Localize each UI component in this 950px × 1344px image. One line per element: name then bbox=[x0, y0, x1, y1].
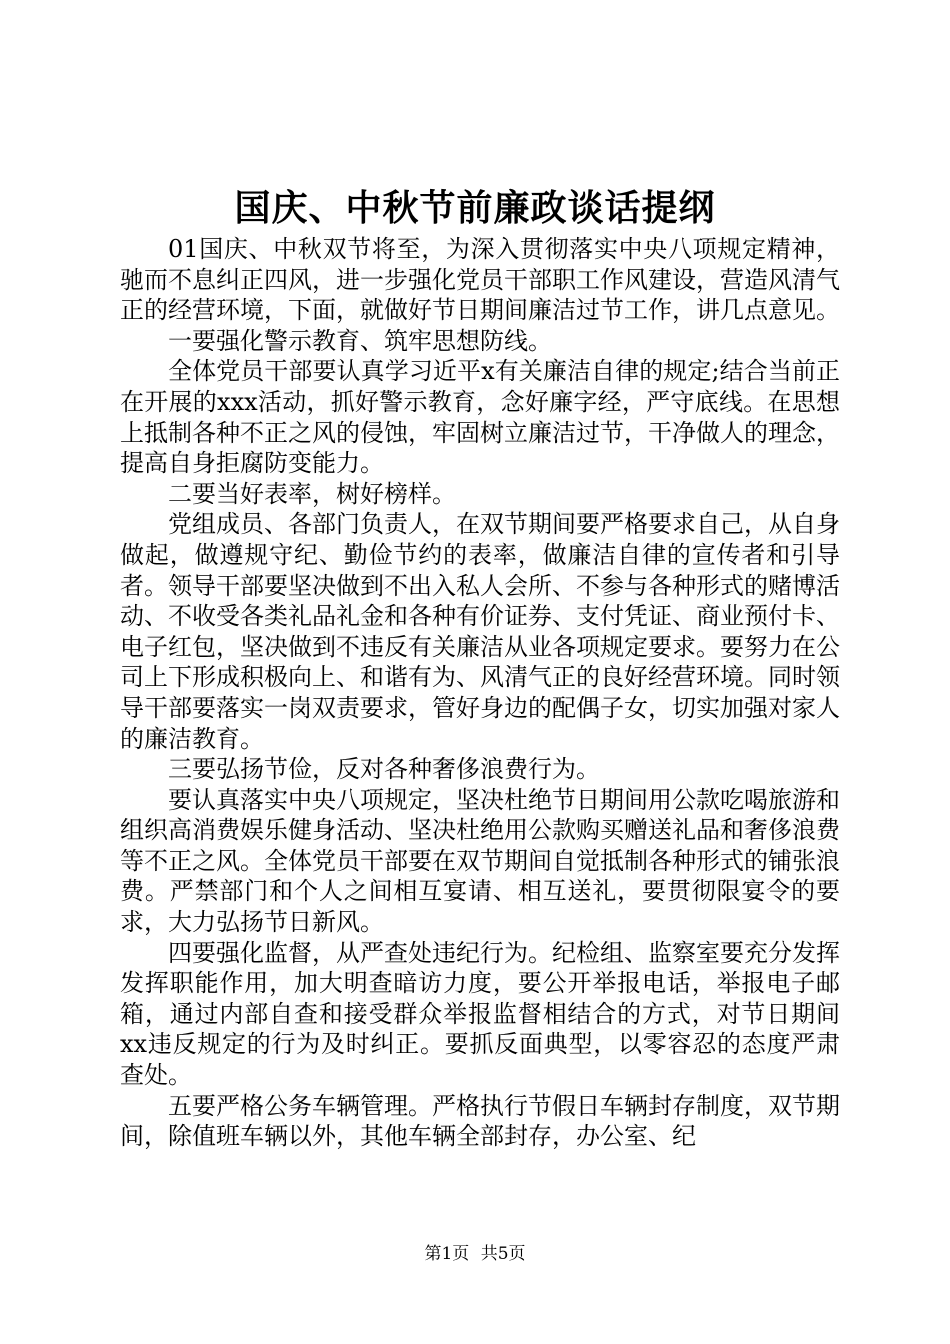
paragraph-point-4: 四要强化监督，从严查处违纪行为。纪检组、监察室要充分发挥发挥职能作用，加大明查暗访力度，要公开举报电话，举报电子邮箱，通过内部自查和接受群众举报监督相结合的方式，对节日期间xx违反规定的行为及时纠正。要抓反面典型，以零容忍的态度严肃查处。 bbox=[120, 938, 840, 1090]
paragraph-intro: 01国庆、中秋双节将至，为深入贯彻落实中央八项规定精神，驰而不息纠正四风，进一步强化党员干部职工作风建设，营造风清气正的经营环境，下面，就做好节日期间廉洁过节工作，讲几点意见。 bbox=[120, 235, 840, 325]
page-footer bbox=[0, 1243, 950, 1265]
page-total: 共5页 bbox=[480, 1244, 526, 1264]
paragraph-point-2: 党组成员、各部门负责人，在双节期间要严格要求自己，从自身做起，做遵规守纪、勤俭节约的表率，做廉洁自律的宣传者和引导者。领导干部要坚决做到不出入私人会所、不参与各种形式的赌博活动、不收受各类礼品礼金和各种有价证券、支付凭证、商业预付卡、电子红包，坚决做到不违反有关廉洁从业各项规定要求。要努力在公司上下形成积极向上、和谐有为、风清气正的良好经营环境。同时领导干部要落实一岗双责要求，管好身边的配偶子女，切实加强对家人的廉洁教育。 bbox=[120, 510, 840, 753]
heading-point-2: 二要当好表率，树好榜样。 bbox=[168, 479, 456, 508]
paragraph-point-3: 要认真落实中央八项规定，坚决杜绝节日期间用公款吃喝旅游和组织高消费娱乐健身活动、坚决杜绝用公款购买赠送礼品和奢侈浪费等不正之风。全体党员干部要在双节期间自觉抵制各种形式的铺张浪费。严禁部门和个人之间相互宴请、相互送礼，要贯彻限宴令的要求，大力弘扬节日新风。 bbox=[120, 785, 840, 937]
paragraph-point-1: 全体党员干部要认真学习近平x有关廉洁自律的规定;结合当前正在开展的xxx活动，抓好警示教育，念好廉字经，严守底线。在思想上抵制各种不正之风的侵蚀，牢固树立廉洁过节，干净做人的理念，提高自身拒腐防变能力。 bbox=[120, 357, 840, 478]
document-title: 国庆、中秋节前廉政谈话提纲 bbox=[234, 187, 716, 229]
paragraph-point-5: 五要严格公务车辆管理。严格执行节假日车辆封存制度，双节期间，除值班车辆以外，其他车辆全部封存，办公室、纪 bbox=[120, 1091, 840, 1151]
page-number: 第1页 bbox=[424, 1244, 470, 1264]
heading-point-3: 三要弘扬节俭，反对各种奢侈浪费行为。 bbox=[168, 755, 600, 784]
document-body bbox=[120, 234, 840, 1152]
heading-point-1: 一要强化警示教育、筑牢思想防线。 bbox=[168, 326, 552, 355]
